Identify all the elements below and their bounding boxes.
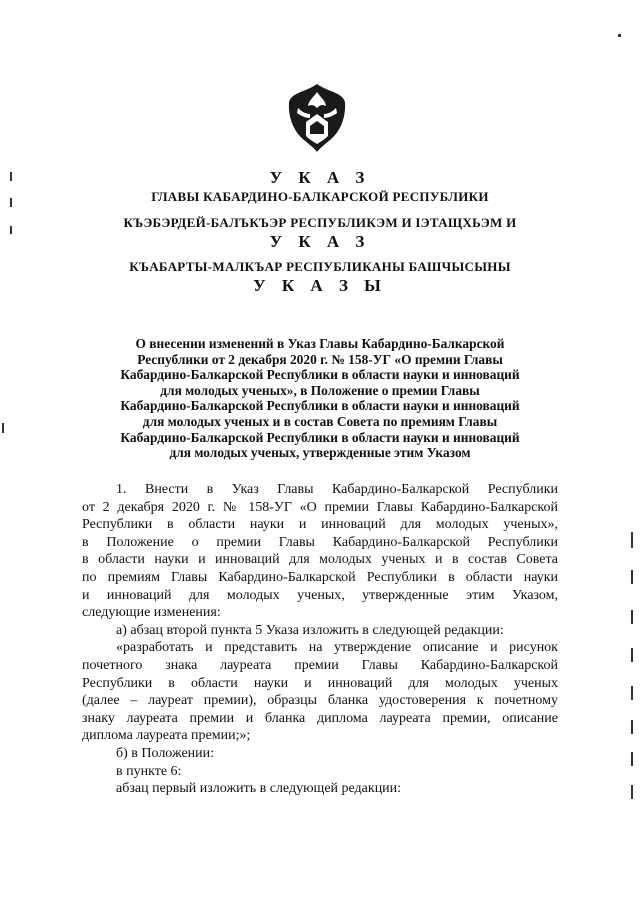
subject-line: для молодых ученых и в состав Совета по премиям Главы (142, 413, 498, 429)
scan-mark-right (631, 532, 633, 548)
subject-line: О внесении изменений в Указ Главы Кабардино-Балкарской (135, 336, 505, 351)
body-line: диплома лауреата премии;»; (82, 728, 251, 744)
decree-subject (80, 336, 560, 461)
body-line: абзац первый изложить в следующей редакции: (116, 781, 402, 797)
body-line: в пункте 6: (116, 763, 182, 779)
subject-line: для молодых ученых», в Положение о премии Главы (160, 382, 480, 398)
scan-mark-left (10, 198, 12, 207)
body-line: Республики в области науки и инноваций для молодых ученых (82, 675, 558, 691)
body-line: а) абзац второй пункта 5 Указа изложить в следующей редакции: (116, 622, 504, 638)
body-line: почетного знака лауреата премии Главы Кабардино-Балкарской (82, 657, 558, 673)
scan-mark-left (10, 226, 12, 234)
body-line: Республики в области науки и инноваций для молодых ученых», (82, 517, 558, 533)
scan-mark-right (631, 785, 633, 799)
scan-mark-left (10, 172, 12, 181)
scan-mark-right (631, 648, 633, 662)
body-line: следующие изменения: (82, 605, 221, 621)
decree-body (82, 481, 558, 798)
subject-line: для молодых ученых, утвержденные этим Указом (169, 445, 471, 461)
header-line-kabardian: КЪЭБЭРДЕЙ-БАЛЪКЪЭР РЕСПУБЛИКЭМ И ІЭТАЩХЬЭМ И (123, 215, 517, 230)
subject-line: Кабардино-Балкарской Республики в области науки и инноваций (120, 398, 520, 414)
subject-line: Республики от 2 декабря 2020 г. № 158-УГ «О премии Главы (137, 351, 503, 367)
scan-mark-corner (618, 34, 621, 37)
subject-line: Кабардино-Балкарской Республики в области науки и инноваций (120, 367, 520, 383)
body-line: по премиям Главы Кабардино-Балкарской Республики в области науки (82, 569, 558, 585)
header-line-russian: ГЛАВЫ КАБАРДИНО-БАЛКАРСКОЙ РЕСПУБЛИКИ (151, 189, 489, 204)
body-line: в области науки и инноваций для молодых ученых и в состав Совета (82, 552, 558, 568)
coat-of-arms-emblem (286, 78, 348, 156)
body-line: «разработать и представить на утверждение описание и рисунок (116, 640, 558, 656)
body-line: 1. Внести в Указ Главы Кабардино-Балкарской Республики (116, 482, 558, 497)
decree-title-balkar: У К А З Ы (253, 276, 387, 295)
body-line: (далее – лауреат премии), образцы бланка удостоверения к почетному (82, 693, 558, 709)
body-line: знаку лауреата премии и бланка диплома лауреата премии, описание (82, 710, 558, 726)
scan-mark-right (631, 570, 633, 584)
scan-mark-right (631, 752, 633, 766)
header-line-balkar: КЪАБАРТЫ-МАЛКЪАР РЕСПУБЛИКАНЫ БАШЧЫСЫНЫ (129, 259, 511, 274)
body-line: от 2 декабря 2020 г. № 158-УГ «О премии Главы Кабардино-Балкарской (82, 499, 558, 515)
scan-mark-right (631, 610, 633, 624)
decree-title: У К А З (269, 168, 371, 187)
scan-mark-right (631, 720, 633, 734)
body-line: в Положение о премии Главы Кабардино-Балкарской Республики (82, 534, 558, 550)
body-line: б) в Положении: (116, 745, 215, 761)
subject-line: Кабардино-Балкарской Республики в области науки и инноваций (120, 429, 520, 445)
scan-mark-left (2, 423, 4, 433)
body-line: и инноваций для молодых ученых, утвержденные этим Указом, (82, 587, 558, 603)
decree-title-kabardian: У К А З (269, 232, 371, 251)
scan-mark-right (631, 686, 633, 700)
